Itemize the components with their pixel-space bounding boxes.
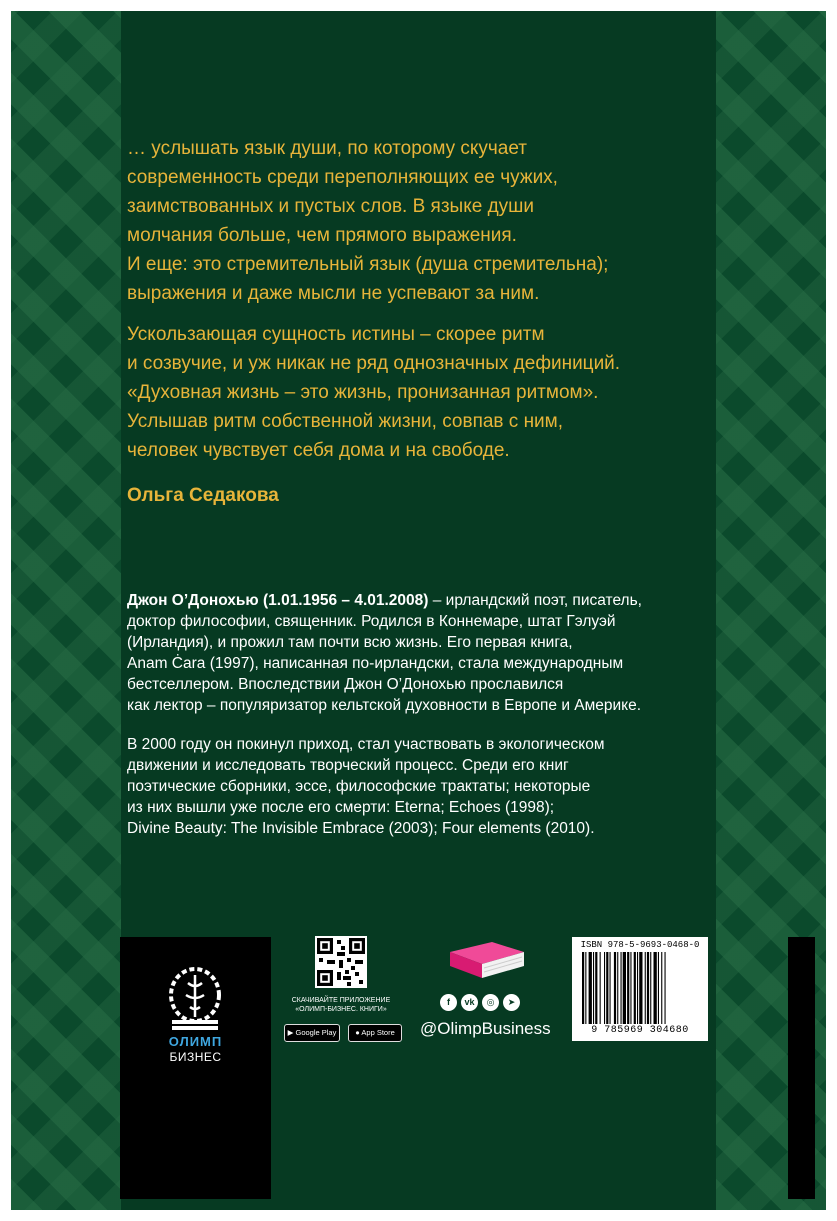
google-play-button[interactable]: [284, 1024, 340, 1042]
bio-line-rest: – ирландский поэт, писатель,: [428, 592, 642, 609]
bio-line: движении и исследовать творческий процесс. Среди его книг: [127, 757, 569, 774]
isbn-barcode: [572, 937, 708, 1041]
quote-block: [127, 134, 687, 510]
publisher-name-line2: БИЗНЕС: [169, 1050, 222, 1064]
bio-line: (Ирландия), и прожил там почти всю жизнь. Его первая книга,: [127, 634, 573, 651]
bio-paragraph-1: [127, 590, 727, 716]
app-store-label: App Store: [361, 1028, 395, 1037]
quote-line: выражения и даже мысли не успевают за ним.: [127, 283, 540, 304]
bio-line: [127, 590, 727, 611]
social-handle[interactable]: @OlimpBusiness: [420, 1019, 551, 1038]
publisher-logo-block: [120, 937, 271, 1199]
bio-line: как лектор – популяризатор кельтской духовности в Европе и Америке.: [127, 697, 642, 714]
apple-icon: ●: [355, 1028, 360, 1037]
qr-code-icon: [315, 936, 367, 988]
quote-line: … услышать язык души, по которому скучает: [127, 138, 528, 159]
bio-author-name: Джон О’Донохью (1.01.1956 – 4.01.2008): [127, 592, 429, 609]
bio-line: Divine Beauty: The Invisible Embrace (2003); Four elements (2010).: [127, 820, 595, 837]
quote-paragraph-2: [127, 320, 687, 465]
app-download-caption: [285, 996, 397, 1014]
quote-line: И еще: это стремительный язык (душа стремительна);: [127, 254, 609, 275]
vk-icon[interactable]: vk: [461, 994, 478, 1011]
google-play-label: Google Play: [295, 1028, 337, 1037]
barcode-number: 9 785969 304680: [591, 1025, 689, 1036]
google-play-icon: ▶: [287, 1028, 294, 1037]
celtic-knot-border-left: [11, 11, 121, 1210]
app-caption-line2: «ОЛИМП-БИЗНЕС. КНИГИ»: [295, 1006, 387, 1013]
isbn-label: ISBN 978-5-9693-0468-0: [580, 940, 700, 950]
app-caption-line1: СКАЧИВАЙТЕ ПРИЛОЖЕНИЕ: [291, 997, 391, 1004]
quote-author: Ольга Седакова: [127, 485, 279, 506]
right-black-strip: [788, 937, 815, 1199]
bio-line: доктор философии, священник. Родился в Коннемаре, штат Гэлуэй: [127, 613, 616, 630]
quote-line: «Духовная жизнь – это жизнь, пронизанная ритмом».: [127, 382, 599, 403]
olimp-laurel-logo-icon: [164, 965, 226, 1031]
bio-line: бестселлером. Впоследствии Джон О’Донохью прославился: [127, 676, 564, 693]
barcode-icon: [582, 952, 698, 1024]
bio-line: из них вышли уже после его смерти: Eterna; Echoes (1998);: [127, 799, 555, 816]
quote-line: молчания больше, чем прямого выражения.: [127, 225, 517, 246]
quote-line: Ускользающая сущность истины – скорее ритм: [127, 324, 545, 345]
bio-line: поэтические сборники, эссе, философские трактаты; некоторые: [127, 778, 591, 795]
author-bio: [127, 590, 727, 857]
quote-line: Услышав ритм собственной жизни, совпав с ним,: [127, 411, 564, 432]
publisher-name-line1: ОЛИМП: [168, 1034, 223, 1049]
instagram-icon[interactable]: ◎: [482, 994, 499, 1011]
quote-line: человек чувствует себя дома и на свободе.: [127, 440, 510, 461]
facebook-icon[interactable]: f: [440, 994, 457, 1011]
bio-line: Anam Ċara (1997), написанная по-ирландски, стала международным: [127, 655, 624, 672]
bio-line: В 2000 году он покинул приход, стал участвовать в экологическом: [127, 736, 605, 753]
qr-code[interactable]: [315, 936, 367, 988]
quote-line: современность среди переполняющих ее чужих,: [127, 167, 558, 188]
quote-paragraph-1: [127, 134, 687, 308]
quote-line: и созвучие, и уж никак не ряд однозначных дефиниций.: [127, 353, 621, 374]
book-icon: [446, 938, 528, 982]
telegram-icon[interactable]: ➤: [503, 994, 520, 1011]
bio-paragraph-2: [127, 734, 727, 839]
app-store-button[interactable]: [348, 1024, 402, 1042]
quote-line: заимствованных и пустых слов. В языке души: [127, 196, 535, 217]
